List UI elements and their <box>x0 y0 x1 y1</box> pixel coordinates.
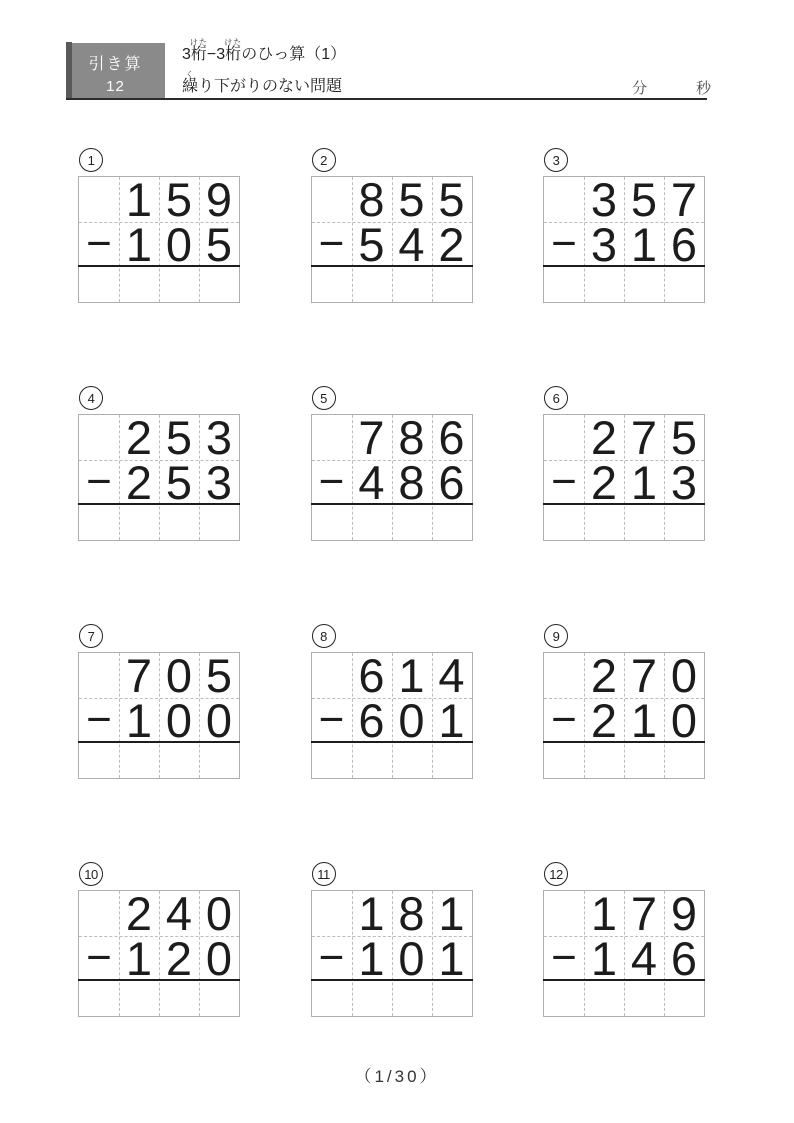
subtrahend-tens: 2 <box>165 931 193 985</box>
minuend-hundreds: 2 <box>590 411 618 464</box>
subtrahend-ones: 5 <box>205 217 233 271</box>
answer-cell <box>159 504 199 540</box>
problem-grid <box>78 649 240 779</box>
subtrahend-tens: 4 <box>398 217 425 271</box>
subtrahend-hundreds: 2 <box>590 455 618 509</box>
problem-number-badge <box>544 862 568 886</box>
problem-number: 8 <box>320 628 327 644</box>
problem-grid <box>543 649 705 779</box>
minuend-ones: 0 <box>205 887 233 940</box>
furigana: く <box>182 70 198 79</box>
problem-number-badge <box>79 148 103 172</box>
subtrahend-ones: 3 <box>205 455 233 509</box>
answer-cell <box>119 266 159 302</box>
minuend-hundreds: 6 <box>358 649 385 702</box>
title-kanji: 桁 <box>224 46 243 63</box>
subtitle-text: り下がりのない問題 <box>198 78 343 95</box>
problem-card <box>543 386 705 541</box>
minuend-tens: 5 <box>630 173 658 226</box>
problem-grid <box>543 173 705 303</box>
subtrahend-ones: 0 <box>670 693 698 747</box>
answer-cell <box>664 980 704 1016</box>
problem-card <box>311 624 473 779</box>
problem-number: 5 <box>320 390 327 406</box>
subtrahend-hundreds: 6 <box>358 693 385 747</box>
answer-cell <box>624 980 664 1016</box>
minus-sign: − <box>551 219 577 268</box>
answer-cell <box>664 742 704 778</box>
problem-grid <box>78 887 240 1017</box>
problem-grid <box>311 887 473 1017</box>
title-part: 3 <box>182 46 191 63</box>
digit-cells <box>544 411 704 540</box>
worksheet-number: 12 <box>106 78 125 95</box>
problem-grid <box>311 649 473 779</box>
subtrahend-hundreds: 3 <box>590 217 618 271</box>
minus-sign: − <box>86 219 112 268</box>
problem-number-badge <box>312 862 336 886</box>
digit-cells <box>79 649 239 778</box>
minutes-label: 分 <box>632 80 648 97</box>
subtrahend-ones: 6 <box>670 217 698 271</box>
problem-card <box>311 148 473 303</box>
problem-number: 9 <box>552 628 560 644</box>
minuend-hundreds: 2 <box>125 411 153 464</box>
digit-cells <box>79 173 239 302</box>
answer-cell <box>624 504 664 540</box>
answer-cell <box>432 504 472 540</box>
digit-cells <box>312 411 472 540</box>
minus-sign: − <box>318 933 345 982</box>
worksheet-subtitle <box>182 70 346 101</box>
answer-cell <box>159 742 199 778</box>
answer-cell <box>352 742 392 778</box>
minuend-ones: 1 <box>438 887 465 940</box>
title-kanji: 桁 <box>189 46 208 63</box>
problem-number-badge <box>79 862 103 886</box>
digit-cells <box>544 649 704 778</box>
minuend-tens: 5 <box>165 411 193 464</box>
minuend-tens: 4 <box>165 887 193 940</box>
subtitle-ruby <box>182 70 199 95</box>
answer-cell <box>199 266 239 302</box>
problem-number-badge <box>79 386 103 410</box>
furigana: けた <box>189 38 208 47</box>
minuend-tens: 5 <box>165 173 193 226</box>
title-part: −3 <box>206 46 226 63</box>
minus-sign: − <box>86 457 112 506</box>
problem-card <box>311 386 473 541</box>
title-ruby-1 <box>189 38 208 63</box>
furigana: けた <box>224 38 243 47</box>
minuend-hundreds: 2 <box>125 887 153 940</box>
answer-cell <box>352 266 392 302</box>
problem-grid <box>311 411 473 541</box>
subtrahend-hundreds: 1 <box>125 931 153 985</box>
subtrahend-tens: 0 <box>165 217 193 271</box>
subtrahend-hundreds: 5 <box>358 217 385 271</box>
subtrahend-hundreds: 1 <box>590 931 618 985</box>
subtrahend-tens: 4 <box>630 931 658 985</box>
subtrahend-ones: 6 <box>438 455 465 509</box>
problem-card <box>311 862 473 1017</box>
subtrahend-tens: 0 <box>398 693 425 747</box>
problem-number-badge <box>312 386 336 410</box>
minuend-ones: 9 <box>205 173 233 226</box>
minuend-ones: 3 <box>205 411 233 464</box>
answer-cell <box>664 266 704 302</box>
minus-sign: − <box>551 695 577 744</box>
minuend-ones: 5 <box>670 411 698 464</box>
subtrahend-hundreds: 1 <box>125 217 153 271</box>
worksheet-title <box>182 38 346 70</box>
answer-cell <box>392 742 432 778</box>
subtrahend-hundreds: 2 <box>590 693 618 747</box>
answer-cell <box>119 504 159 540</box>
problem-number: 6 <box>552 390 560 406</box>
page-indicator: （1/30） <box>354 1067 440 1086</box>
answer-cell <box>584 980 624 1016</box>
digit-cells <box>312 649 472 778</box>
problem-card <box>78 148 240 303</box>
problem-number: 10 <box>84 866 98 882</box>
minuend-tens: 8 <box>398 411 425 464</box>
problem-grid <box>311 173 473 303</box>
minuend-tens: 7 <box>630 887 658 940</box>
title-part: のひっ算（1） <box>241 46 347 63</box>
problem-card <box>543 624 705 779</box>
digit-cells <box>79 411 239 540</box>
answer-cell <box>432 980 472 1016</box>
problem-number: 12 <box>549 866 563 882</box>
problem-grid <box>543 411 705 541</box>
problem-card <box>78 386 240 541</box>
answer-cell <box>624 266 664 302</box>
answer-cell <box>199 504 239 540</box>
subtrahend-ones: 0 <box>205 931 233 985</box>
answer-cell <box>392 504 432 540</box>
digit-cells <box>79 887 239 1016</box>
problem-card <box>78 624 240 779</box>
subtrahend-tens: 8 <box>398 455 425 509</box>
subtrahend-tens: 1 <box>630 455 658 509</box>
answer-cell <box>392 266 432 302</box>
problem-number-badge <box>544 148 568 172</box>
minuend-tens: 7 <box>630 411 658 464</box>
problem-grid <box>78 411 240 541</box>
problem-number-badge <box>79 624 103 648</box>
answer-cell <box>432 742 472 778</box>
subtrahend-tens: 0 <box>398 931 425 985</box>
minuend-ones: 5 <box>438 173 465 226</box>
minuend-hundreds: 1 <box>590 887 618 940</box>
answer-cell <box>159 266 199 302</box>
answer-cell <box>584 504 624 540</box>
digit-cells <box>544 887 704 1016</box>
problem-number: 1 <box>87 152 95 168</box>
answer-cell <box>584 266 624 302</box>
problem-number: 3 <box>552 152 560 168</box>
problem-number-badge <box>312 624 336 648</box>
problem-number: 7 <box>87 628 95 644</box>
seconds-label: 秒 <box>696 80 712 97</box>
minuend-tens: 0 <box>165 649 193 702</box>
answer-cell <box>624 742 664 778</box>
problem-card <box>543 862 705 1017</box>
subtrahend-tens: 5 <box>165 455 193 509</box>
minuend-tens: 1 <box>398 649 425 702</box>
problem-number: 4 <box>87 390 95 406</box>
subtrahend-ones: 3 <box>670 455 698 509</box>
title-block <box>182 38 346 101</box>
subtrahend-hundreds: 4 <box>358 455 385 509</box>
subtrahend-hundreds: 1 <box>125 693 153 747</box>
subtrahend-ones: 6 <box>670 931 698 985</box>
category-label: 引き算 <box>88 56 143 73</box>
minuend-tens: 5 <box>398 173 425 226</box>
minuend-ones: 7 <box>670 173 698 226</box>
minuend-hundreds: 1 <box>358 887 385 940</box>
answer-cell <box>664 504 704 540</box>
minuend-hundreds: 8 <box>358 173 385 226</box>
subtrahend-ones: 2 <box>438 217 465 271</box>
problem-grid <box>78 173 240 303</box>
answer-cell <box>352 980 392 1016</box>
answer-cell <box>119 980 159 1016</box>
minuend-hundreds: 2 <box>590 649 618 702</box>
subtrahend-tens: 0 <box>165 693 193 747</box>
answer-cell <box>159 980 199 1016</box>
minuend-hundreds: 1 <box>125 173 153 226</box>
minus-sign: − <box>318 457 345 506</box>
answer-cell <box>119 742 159 778</box>
category-box-stripe <box>66 42 72 100</box>
subtrahend-ones: 0 <box>205 693 233 747</box>
problem-number-badge <box>544 624 568 648</box>
minus-sign: − <box>551 457 577 506</box>
minuend-ones: 0 <box>670 649 698 702</box>
problem-card <box>78 862 240 1017</box>
digit-cells <box>312 173 472 302</box>
digit-cells <box>312 887 472 1016</box>
title-ruby-2 <box>224 38 243 63</box>
minuend-tens: 8 <box>398 887 425 940</box>
problem-number-badge <box>544 386 568 410</box>
minus-sign: − <box>551 933 577 982</box>
subtrahend-ones: 1 <box>438 693 465 747</box>
subtrahend-ones: 1 <box>438 931 465 985</box>
subtrahend-tens: 1 <box>630 693 658 747</box>
minuend-hundreds: 7 <box>358 411 385 464</box>
subtrahend-hundreds: 2 <box>125 455 153 509</box>
answer-cell <box>199 742 239 778</box>
minus-sign: − <box>86 933 112 982</box>
problem-card <box>543 148 705 303</box>
answer-cell <box>352 504 392 540</box>
minuend-ones: 4 <box>438 649 465 702</box>
subtrahend-hundreds: 1 <box>358 931 385 985</box>
minus-sign: − <box>86 695 112 744</box>
answer-cell <box>392 980 432 1016</box>
subtitle-kanji: 繰 <box>182 78 199 95</box>
problem-number: 2 <box>320 152 327 168</box>
header-rule <box>66 98 707 100</box>
worksheet-category-box <box>66 43 165 99</box>
answer-cell <box>432 266 472 302</box>
minuend-ones: 5 <box>205 649 233 702</box>
subtrahend-tens: 1 <box>630 217 658 271</box>
problem-number: 11 <box>317 866 330 882</box>
minuend-ones: 6 <box>438 411 465 464</box>
minuend-hundreds: 3 <box>590 173 618 226</box>
answer-cell <box>584 742 624 778</box>
problems-grid <box>78 148 705 1017</box>
minuend-tens: 7 <box>630 649 658 702</box>
minuend-ones: 9 <box>670 887 698 940</box>
minuend-hundreds: 7 <box>125 649 153 702</box>
minus-sign: − <box>318 219 345 268</box>
digit-cells <box>544 173 704 302</box>
minus-sign: − <box>318 695 345 744</box>
answer-cell <box>199 980 239 1016</box>
problem-number-badge <box>312 148 336 172</box>
problem-grid <box>543 887 705 1017</box>
